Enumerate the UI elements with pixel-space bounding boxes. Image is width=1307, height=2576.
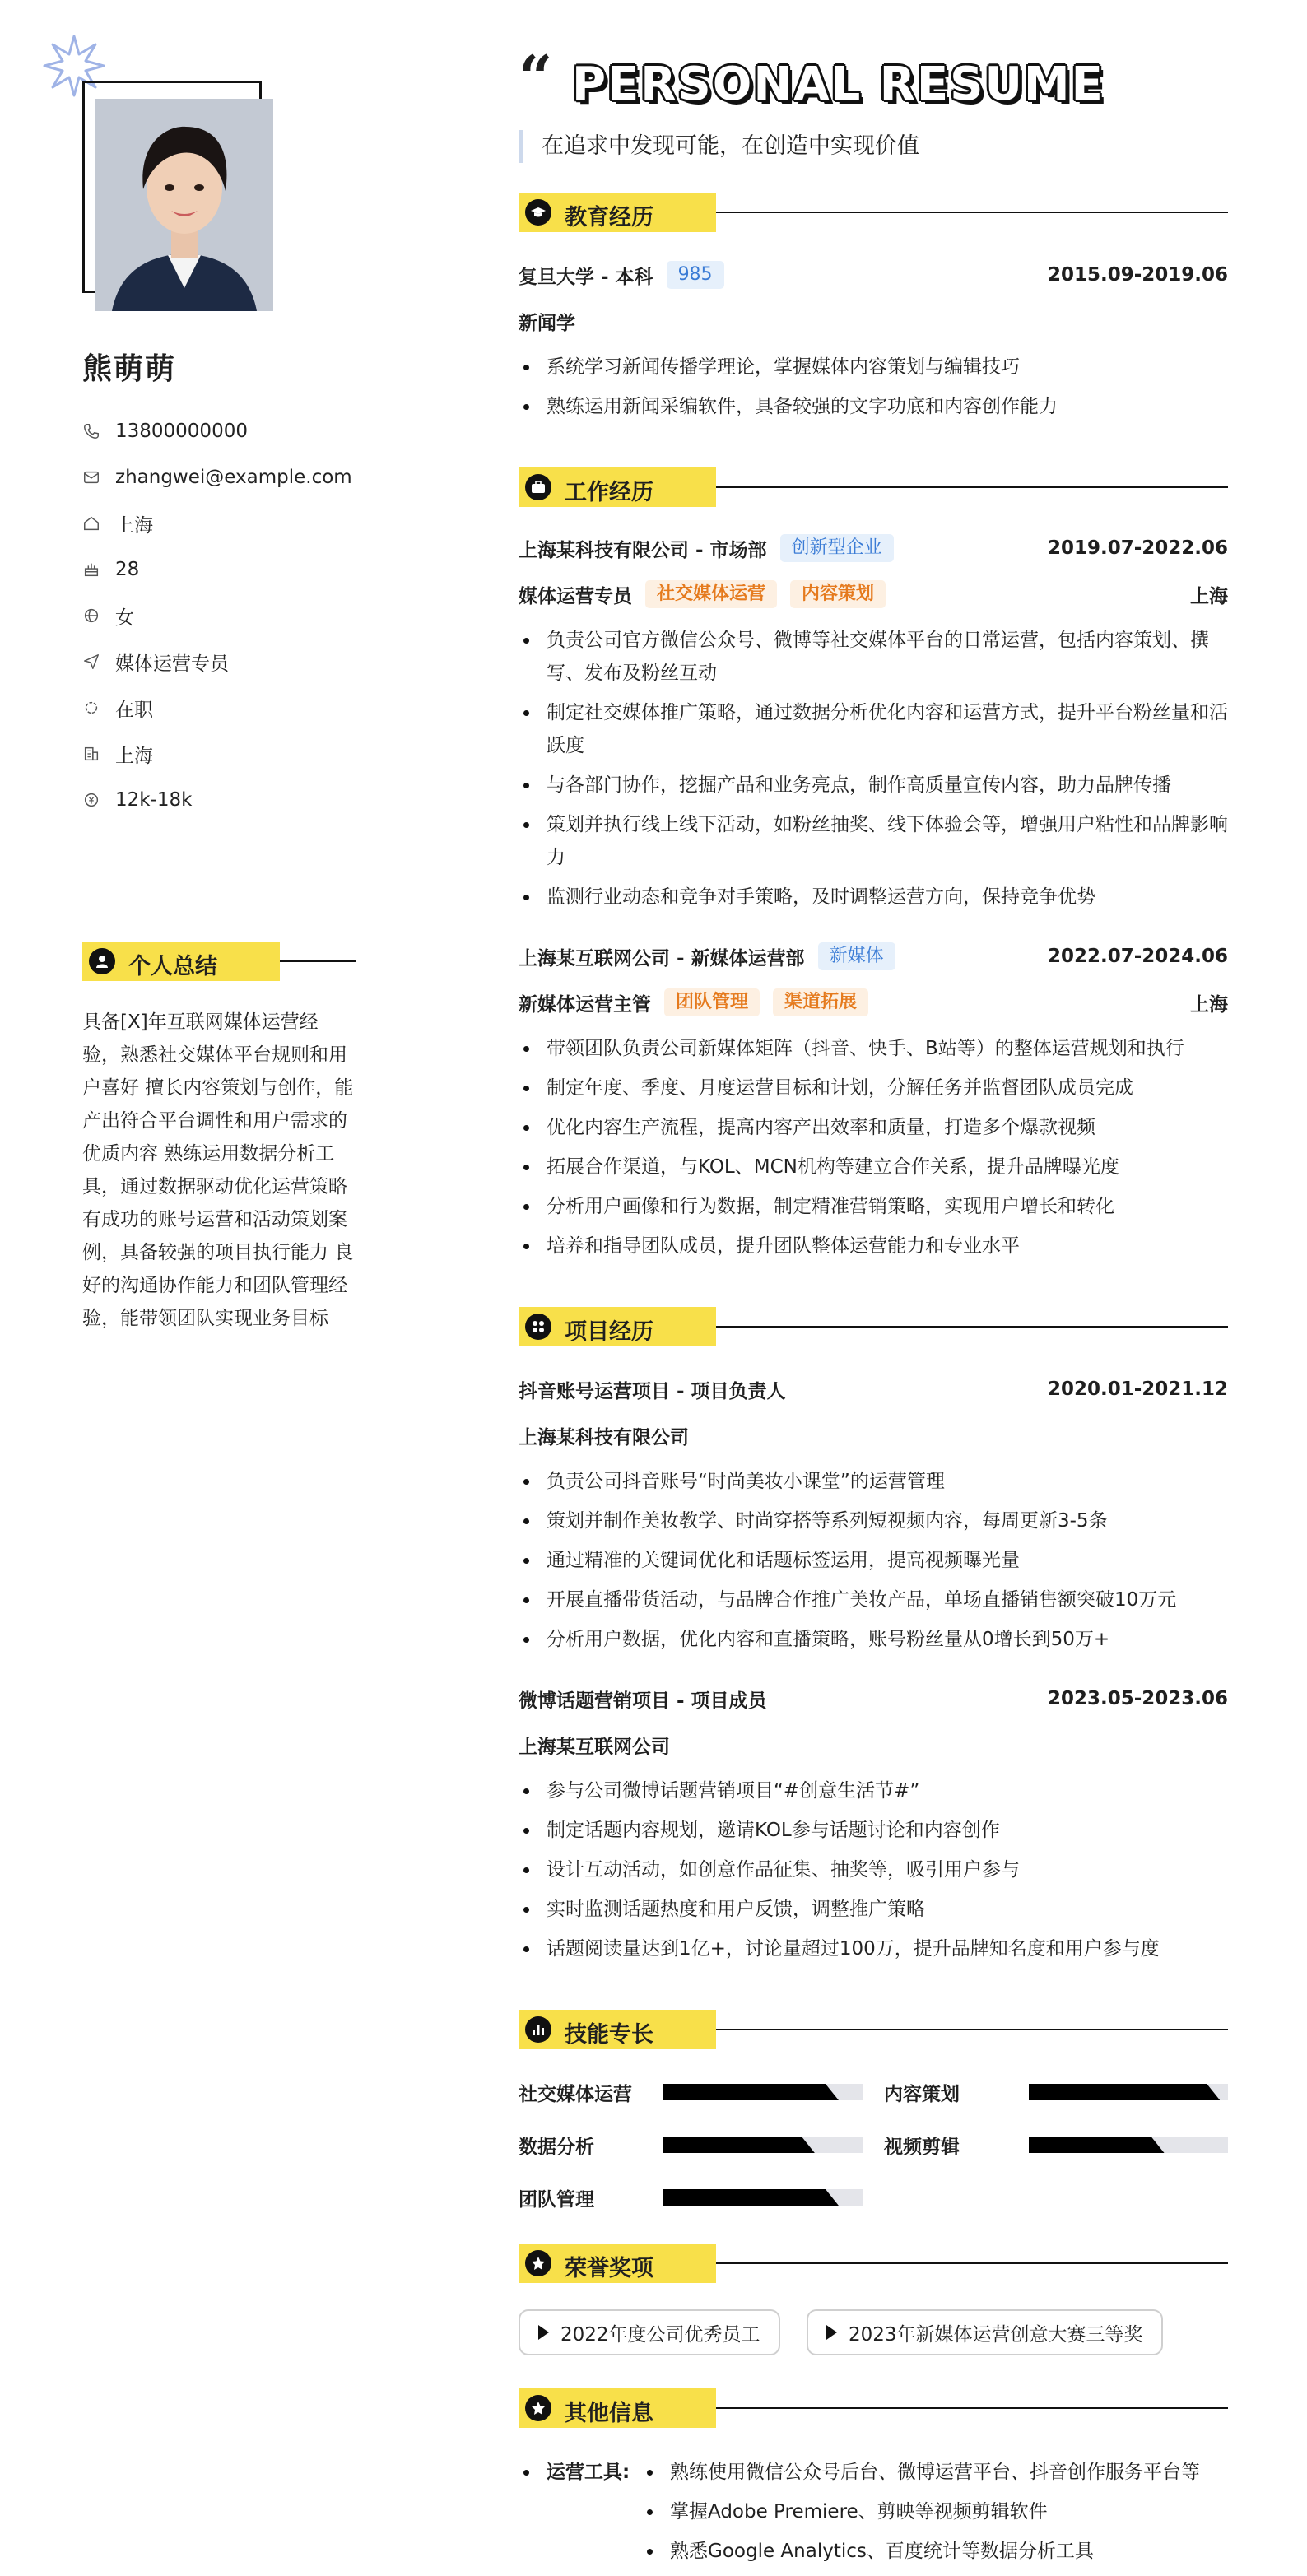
- city-text: 上海: [115, 745, 153, 767]
- work-title: 工作经历: [565, 480, 654, 505]
- position-item: [82, 639, 352, 685]
- skill-bar-fill: [1029, 2084, 1220, 2100]
- list-item: 与各部门协作，挖掘产品和业务亮点，制作高质量宣传内容，助力品牌传播: [519, 769, 1228, 802]
- mail-icon: [82, 468, 100, 486]
- other-section-title: [519, 2388, 1228, 2428]
- phone-icon: [82, 422, 100, 440]
- list-item: 拓展合作渠道，与KOL、MCN机构等建立合作关系，提升品牌曝光度: [519, 1151, 1228, 1183]
- list-item: 实时监测话题热度和用户反馈，调整推广策略: [519, 1893, 1228, 1926]
- skill-bar-track: [1029, 2084, 1228, 2100]
- skill-name: 团队管理: [519, 2188, 594, 2211]
- job-2-city: 上海: [1190, 993, 1228, 1016]
- skills-section-title: [519, 2010, 1228, 2049]
- job-1-role: 媒体运营专员: [519, 585, 632, 607]
- play-icon: [826, 2325, 837, 2340]
- slogan: 在追求中发现可能，在创造中实现价值: [519, 130, 919, 163]
- list-item: 分析用户画像和行为数据，制定精准营销策略，实现用户增长和转化: [519, 1190, 1228, 1223]
- projects-section-title: [519, 1307, 1228, 1346]
- list-item: 培养和指导团队成员，提升团队整体运营能力和专业水平: [519, 1230, 1228, 1262]
- other-title: 其他信息: [565, 2401, 654, 2426]
- age-text: 28: [115, 559, 140, 580]
- skill-row: [884, 2076, 1228, 2109]
- list-item: 设计互动活动，如创意作品征集、抽奖等，吸引用户参与: [519, 1853, 1228, 1886]
- list-item: 话题阅读量达到1亿+，讨论量超过100万，提升品牌知名度和用户参与度: [519, 1932, 1228, 1965]
- skill-bar-track: [663, 2137, 863, 2153]
- list-item: 制定年度、季度、月度运营目标和计划，分解任务并监督团队成员完成: [519, 1072, 1228, 1104]
- info-icon: [525, 2395, 551, 2421]
- job-2-company: 上海某互联网公司 - 新媒体运营部: [519, 947, 805, 969]
- project-2-org: 上海某互联网公司: [519, 1736, 670, 1758]
- education-header-row: [519, 258, 1228, 291]
- job-1-skill-tag: 内容策划: [790, 580, 886, 608]
- award-text: 2023年新媒体运营创意大赛三等奖: [849, 2323, 1143, 2346]
- quote-mark: “: [519, 42, 553, 112]
- job-2-period: 2022.07-2024.06: [1047, 946, 1228, 967]
- home-icon: [82, 514, 100, 532]
- project-1-period: 2020.01-2021.12: [1047, 1379, 1228, 1400]
- project-2-org-row: [519, 1728, 1228, 1761]
- list-item: 制定话题内容规划，邀请KOL参与话题讨论和内容创作: [519, 1814, 1228, 1847]
- city-item: [82, 731, 352, 777]
- education-bullets: [519, 351, 1228, 430]
- education-title: 教育经历: [565, 205, 654, 230]
- avatar: [95, 99, 273, 311]
- honors-section-title: [519, 2244, 1228, 2283]
- list-item: 策划并执行线上线下活动，如粉丝抽奖、线下体验会等，增强用户粘性和品牌影响力: [519, 808, 1228, 874]
- project-2-name: 微博话题营销项目 - 项目成员: [519, 1690, 767, 1712]
- projects-title: 项目经历: [565, 1319, 654, 1345]
- skills-title: 技能专长: [565, 2022, 654, 2048]
- project-2-header-row: [519, 1682, 1228, 1715]
- list-item: 通过精准的关键词优化和话题标签运用，提高视频曝光量: [519, 1544, 1228, 1577]
- job-1-period: 2019.07-2022.06: [1047, 537, 1228, 559]
- age-item: [82, 546, 352, 593]
- resume-title: PERSONAL RESUME: [572, 58, 1105, 111]
- contact-info-list: [82, 408, 352, 823]
- list-item: 负责公司抖音账号“时尚美妆小课堂”的运营管理: [519, 1465, 1228, 1498]
- list-item: 掌握Adobe Premiere、剪映等视频剪辑软件: [642, 2492, 1228, 2532]
- status-text: 在职: [115, 699, 153, 721]
- summary-title: 个人总结: [128, 954, 217, 979]
- job-2-bullets: [519, 1032, 1228, 1269]
- status-icon: [82, 699, 100, 717]
- project-2-bullets: [519, 1774, 1228, 1972]
- skill-bar-track: [663, 2189, 863, 2206]
- honors-title: 荣誉奖项: [565, 2256, 654, 2281]
- project-1-org: 上海某科技有限公司: [519, 1426, 689, 1448]
- skill-row: [519, 2181, 863, 2214]
- job-2-tag: 新媒体: [818, 942, 895, 970]
- play-icon: [538, 2325, 549, 2340]
- list-item: 熟悉Google Analytics、百度统计等数据分析工具: [642, 2532, 1228, 2571]
- award-text: 2022年度公司优秀员工: [560, 2323, 760, 2346]
- list-item: 熟练运用新闻采编软件，具备较强的文字功底和内容创作能力: [519, 390, 1228, 423]
- salary-text: 12k-18k: [115, 789, 193, 811]
- education-section-title: [519, 193, 1228, 232]
- list-item: 制定社交媒体推广策略，通过数据分析优化内容和运营方式，提升平台粉丝量和活跃度: [519, 696, 1228, 762]
- section-divider: [716, 2029, 1228, 2030]
- school-name: 复旦大学 - 本科: [519, 266, 654, 288]
- project-2-period: 2023.05-2023.06: [1047, 1688, 1228, 1709]
- project-1-bullets: [519, 1465, 1228, 1662]
- section-divider: [716, 486, 1228, 488]
- list-item: 分析用户数据，优化内容和直播策略，账号粉丝量从0增长到50万+: [519, 1623, 1228, 1656]
- email-item: [82, 454, 352, 500]
- skill-bar-fill: [1029, 2137, 1165, 2153]
- award-chip: [519, 2309, 780, 2355]
- skill-name: 社交媒体运营: [519, 2083, 632, 2105]
- skill-row: [519, 2128, 863, 2161]
- phone-item: [82, 408, 352, 454]
- list-item: 监测行业动态和竞争对手策略，及时调整运营方向，保持竞争优势: [519, 881, 1228, 914]
- list-item: 系统学习新闻传播学理论，掌握媒体内容策划与编辑技巧: [519, 351, 1228, 384]
- profile-name: 熊萌萌: [82, 352, 177, 386]
- list-item: 参与公司微博话题营销项目“#创意生活节#”: [519, 1774, 1228, 1807]
- salary-item: [82, 777, 352, 823]
- job-1-company: 上海某科技有限公司 - 市场部: [519, 539, 767, 561]
- project-1-name: 抖音账号运营项目 - 项目负责人: [519, 1380, 786, 1402]
- school-tag: 985: [667, 261, 724, 289]
- skill-bar-track: [663, 2084, 863, 2100]
- section-divider: [280, 960, 356, 962]
- job-1-skill-tag: 社交媒体运营: [645, 580, 777, 608]
- job-1-city: 上海: [1190, 585, 1228, 607]
- gender-text: 女: [115, 607, 134, 629]
- cake-icon: [82, 560, 100, 579]
- skill-name: 视频剪辑: [884, 2136, 960, 2158]
- project-1-header-row: [519, 1373, 1228, 1406]
- skill-row: [884, 2128, 1228, 2161]
- skill-name: 内容策划: [884, 2083, 960, 2105]
- status-item: [82, 685, 352, 731]
- list-item: 策划并制作美妆教学、时尚穿搭等系列短视频内容，每周更新3-5条: [519, 1504, 1228, 1537]
- job-2-role: 新媒体运营主管: [519, 993, 651, 1016]
- job-1-tag: 创新型企业: [780, 534, 894, 562]
- location-item: [82, 500, 352, 546]
- location-text: 上海: [115, 514, 153, 537]
- summary-text: 具备[X]年互联网媒体运营经验，熟悉社交媒体平台规则和用户喜好 擅长内容策划与创作，能产出符合平台调性和用户需求的优质内容 熟练运用数据分析工具，通过数据驱动优化运营策略 有成功的账号运营和活动策划案例，具备较强的项目执行能力 良好的沟通协作能力和团队管理经验，能带领团队实现业务目标: [82, 1011, 354, 1329]
- email-text: zhangwei@example.com: [115, 467, 352, 488]
- tools-label: 运营工具:: [519, 2453, 630, 2492]
- gender-item: [82, 593, 352, 639]
- avatar-illustration: [95, 99, 273, 311]
- skill-bar-fill: [663, 2084, 839, 2100]
- project-1-org-row: [519, 1419, 1228, 1452]
- skill-bar-track: [1029, 2137, 1228, 2153]
- send-icon: [82, 653, 100, 671]
- award-chip: [807, 2309, 1163, 2355]
- job-1-role-row: [519, 578, 1228, 611]
- section-divider: [716, 2407, 1228, 2409]
- education-period: 2015.09-2019.06: [1047, 264, 1228, 286]
- briefcase-icon: [525, 474, 551, 500]
- position-text: 媒体运营专员: [115, 653, 229, 675]
- building-icon: [82, 745, 100, 763]
- sidebar: [0, 0, 461, 2576]
- job-2-skill-tag: 团队管理: [664, 988, 760, 1016]
- section-divider: [716, 2262, 1228, 2264]
- phone-text: 13800000000: [115, 421, 248, 442]
- skill-name: 数据分析: [519, 2136, 594, 2158]
- job-2-role-row: [519, 986, 1228, 1019]
- job-2-skill-tag: 渠道拓展: [773, 988, 868, 1016]
- tools-list: [642, 2453, 1228, 2571]
- section-divider: [716, 1326, 1228, 1328]
- job-1-bullets: [519, 624, 1228, 920]
- work-section-title: [519, 467, 1228, 507]
- summary-section-title: [82, 942, 356, 981]
- grid-icon: [525, 1314, 551, 1340]
- bar-chart-icon: [525, 2016, 551, 2043]
- list-item: 优化内容生产流程，提高内容产出效率和质量，打造多个爆款视频: [519, 1111, 1228, 1144]
- skill-row: [519, 2076, 863, 2109]
- gender-icon: [82, 607, 100, 625]
- user-icon: [89, 948, 115, 974]
- graduation-cap-icon: [525, 199, 551, 226]
- skill-bar-fill: [663, 2137, 815, 2153]
- list-item: 带领团队负责公司新媒体矩阵（抖音、快手、B站等）的整体运营规划和执行: [519, 1032, 1228, 1065]
- list-item: 熟练使用微信公众号后台、微博运营平台、抖音创作服务平台等: [642, 2453, 1228, 2492]
- education-major-row: [519, 305, 1228, 337]
- major: 新闻学: [519, 312, 575, 334]
- award-icon: [525, 2250, 551, 2276]
- section-divider: [716, 212, 1228, 213]
- list-item: 负责公司官方微信公众号、微博等社交媒体平台的日常运营，包括内容策划、撰写、发布及粉丝互动: [519, 624, 1228, 690]
- list-item: 开展直播带货活动，与品牌合作推广美妆产品，单场直播销售额突破10万元: [519, 1583, 1228, 1616]
- money-icon: [82, 791, 100, 809]
- job-1-header-row: [519, 532, 1228, 565]
- skill-bar-fill: [663, 2189, 839, 2206]
- job-2-header-row: [519, 940, 1228, 973]
